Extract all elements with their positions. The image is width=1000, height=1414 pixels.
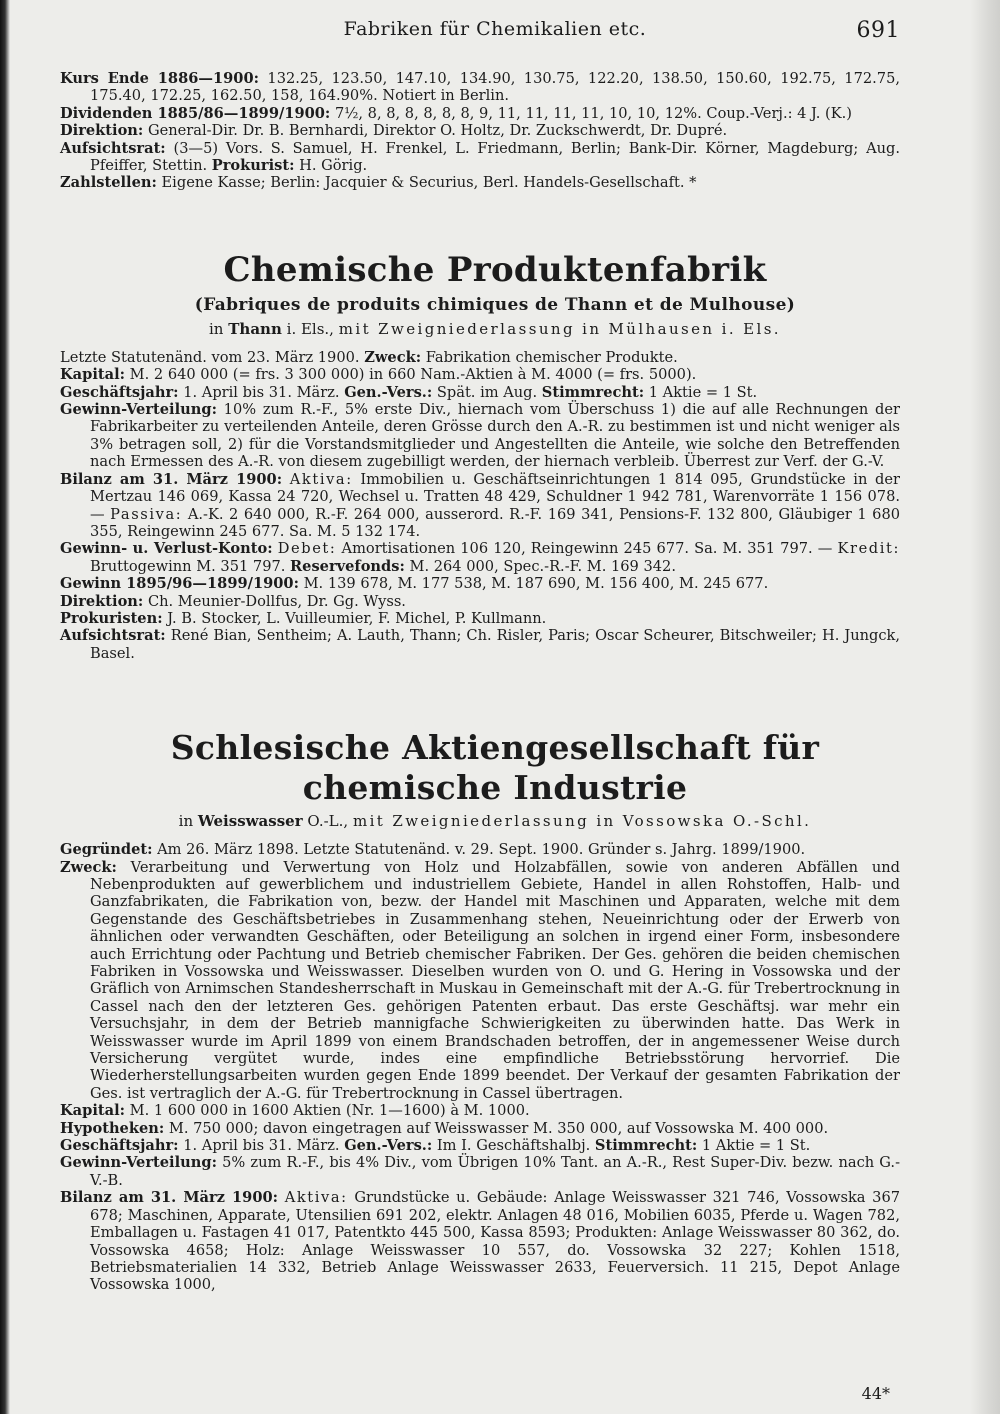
entry-bilanz	[60, 471, 900, 541]
entry-sublabel: Kredit:	[837, 540, 900, 558]
entry-aufsichtsrat	[60, 627, 900, 662]
entry-direktion	[60, 122, 900, 139]
entry-prokuristen	[60, 610, 900, 627]
entry-text: 10% zum R.-F., 5% erste Div., hiernach vom Überschuss 1) die auf alle Rechnungen der Fabrikarbeiter zu verteilenden Anteile, deren Grösse durch den A.-R. zu bestimmen ist und nicht weniger als 3% betragen soll, 2) für die Vorstandsmitglieder und Angestellten die Anteile, wie solche den Betreffenden nach Ermessen des A.-R. von diesem zugebilligt werden, der hiernach verbleib. Überrest zur Verf. der G.-V.	[90, 401, 900, 471]
company-location-weisswasser	[60, 811, 900, 831]
entry-label: Stimmrecht:	[594, 1137, 698, 1155]
location-rest: O.-L.,	[307, 812, 349, 831]
entry-text: 1. April bis 31. März.	[183, 383, 340, 401]
entry-text: H. Görig.	[299, 157, 368, 175]
entry-text: M. 264 000, Spec.-R.-F. M. 169 342.	[409, 557, 676, 575]
entry-label: Zweck:	[364, 348, 422, 366]
location-in: in	[209, 319, 224, 338]
page-number: 691	[856, 18, 900, 43]
running-title: Fabriken für Chemikalien etc.	[343, 18, 647, 40]
entry-text: 1 Aktie = 1 St.	[701, 1137, 811, 1155]
entry-label: Direktion:	[60, 122, 144, 140]
entry-label: Dividenden 1885/86—1899/1900:	[60, 104, 331, 122]
entry-text: (3—5) Vors. S. Samuel, H. Frenkel, L. Friedmann, Berlin; Bank-Dir. Körner, Magdeburg; Aug. Pfeiffer, Stettin.	[90, 139, 900, 175]
entry-text: Im I. Geschäftshalbj.	[436, 1137, 591, 1155]
entry-label: Geschäftsjahr:	[60, 1137, 179, 1155]
entry-label: Kurs Ende 1886—1900:	[60, 70, 259, 87]
company-location-thann	[60, 319, 900, 339]
entry-label: Direktion:	[60, 592, 144, 610]
entry-kapital	[60, 366, 900, 383]
entry-text: M. 139 678, M. 177 538, M. 187 690, M. 156 400, M. 245 677.	[303, 575, 769, 593]
entry-label: Prokuristen:	[60, 609, 163, 627]
entry-text: Bruttogewinn M. 351 797.	[90, 557, 286, 575]
entry-text: General-Dir. Dr. B. Bernhardi, Direktor O. Holtz, Dr. Zuckschwerdt, Dr. Dupré.	[147, 122, 728, 140]
entry-gewinn	[60, 575, 900, 592]
entry-text: Ch. Meunier-Dollfus, Dr. Gg. Wyss.	[147, 592, 406, 610]
entry-text: M. 750 000; davon eingetragen auf Weisswasser M. 350 000, auf Vossowska M. 400 000.	[168, 1119, 829, 1137]
entry-label: Gegründet:	[60, 841, 153, 859]
location-in: in	[178, 812, 194, 831]
entry-sublabel: Passiva:	[110, 505, 183, 523]
entry-label: Zweck:	[60, 858, 117, 876]
entry-gegruendet	[60, 841, 900, 858]
entry-label: Gewinn- u. Verlust-Konto:	[60, 540, 273, 558]
entry-statut	[60, 349, 900, 366]
entry-label: Kapital:	[60, 366, 126, 384]
entry-sublabel: Aktiva:	[284, 1189, 348, 1207]
location-place: Weisswasser	[197, 812, 303, 831]
entry-label: Prokurist:	[211, 157, 295, 175]
entry-label: Hypotheken:	[60, 1119, 165, 1137]
entry-dividenden	[60, 105, 900, 122]
entry-label: Aufsichtsrat:	[60, 627, 166, 645]
entry-text: 1 Aktie = 1 St.	[648, 383, 758, 401]
signature-mark: 44*	[861, 1384, 890, 1403]
running-head	[90, 18, 900, 46]
entry-text: Am 26. März 1898. Letzte Statutenänd. v. 29. Sept. 1900. Gründer s. Jahrg. 1899/1900.	[157, 841, 806, 859]
entry-text: 132.25, 123.50, 147.10, 134.90, 130.75, 122.20, 138.50, 150.60, 192.75, 172.75, 175.40, 172.25, 162.50, 158, 164.90%. Notiert in Berlin.	[90, 70, 901, 105]
entry-sublabel: Aktiva:	[289, 470, 353, 488]
entry-gewinnverteilung	[60, 1154, 900, 1189]
company-title-weisswasser: Schlesische Aktiengesellschaft für chemische Industrie	[170, 728, 820, 808]
entry-text: 5% zum R.-F., bis 4% Div., vom Übrigen 10% Tant. an A.-R., Rest Super-Div. bezw. nach G.-V.-B.	[90, 1154, 900, 1189]
entry-label: Gewinn-Verteilung:	[60, 1154, 217, 1172]
location-branch: mit Zweigniederlassung in Vossowska O.-Schl.	[352, 812, 812, 831]
entry-label: Gen.-Vers.:	[344, 1137, 433, 1155]
entry-direktion	[60, 593, 900, 610]
entry-text: J. B. Stocker, L. Vuilleumier, F. Michel, P. Kullmann.	[167, 609, 547, 627]
entry-aufsichtsrat	[60, 140, 900, 175]
entry-sublabel: Debet:	[277, 540, 337, 558]
entry-text: Grundstücke u. Gebäude: Anlage Weisswasser 321 746, Vossowska 367 678; Maschinen, Apparate, Utensilien 691 202, elektr. Anlagen 48 016, Mobilien 6035, Pferde u. Wagen 782, Emballagen u. Fastagen 41 017, Patentkto 445 500, Kassa 8593; Produkten: Anlage Weisswasser 80 362, do. Vossowska 4658; Holz: Anlage Weisswasser 10 557, do. Vossowska 32 227; Kohlen 1518, Betriebsmaterialien 14 332, Betrieb Anlage Weisswasser 2633, Feuerversich. 11 215, Depot Anlage Vossowska 1000,	[90, 1189, 901, 1294]
entry-text: Fabrikation chemischer Produkte.	[425, 348, 678, 366]
entry-text: Eigene Kasse; Berlin: Jacquier & Securius, Berl. Handels-Gesellschaft. *	[161, 174, 697, 192]
location-branch: mit Zweigniederlassung in Mülhausen i. Els.	[338, 319, 781, 338]
entry-text: Amortisationen 106 120, Reingewinn 245 677. Sa. M. 351 797. —	[341, 540, 833, 558]
entry-label: Kapital:	[60, 1102, 126, 1120]
entry-label: Geschäftsjahr:	[60, 383, 179, 401]
entry-guv	[60, 540, 900, 575]
location-place: Thann	[228, 319, 282, 338]
entry-label: Stimmrecht:	[541, 383, 645, 401]
company-title-thann: Chemische Produktenfabrik	[223, 249, 767, 290]
entry-text: M. 1 600 000 in 1600 Aktien (Nr. 1—1600) à M. 1000.	[129, 1102, 530, 1120]
entry-bilanz	[60, 1189, 900, 1293]
company-subtitle-thann: (Fabriques de produits chimiques de Thann et de Mulhouse)	[194, 294, 796, 315]
entry-text: Letzte Statutenänd. vom 23. März 1900.	[60, 348, 360, 366]
entry-text: A.-K. 2 640 000, R.-F. 264 000, ausserord. R.-F. 169 341, Pensions-F. 132 800, Gläubiger 1 680 355, Reingewinn 245 677. Sa. M. 5 132 174.	[90, 505, 901, 540]
entry-label: Zahlstellen:	[60, 174, 157, 192]
entry-hypotheken	[60, 1120, 900, 1137]
entry-text: M. 2 640 000 (= frs. 3 300 000) in 660 Nam.-Aktien à M. 4000 (= frs. 5000).	[129, 366, 697, 384]
entry-gewinnverteilung	[60, 401, 900, 471]
scan-left-edge	[0, 0, 10, 1414]
entry-label: Aufsichtsrat:	[60, 139, 166, 157]
entry-zahlstellen	[60, 174, 900, 191]
entry-label: Gewinn-Verteilung:	[60, 401, 217, 419]
page-content	[60, 70, 900, 1294]
location-rest: i. Els.,	[286, 319, 334, 338]
entry-label: Bilanz am 31. März 1900:	[60, 1189, 279, 1207]
entry-kapital	[60, 1102, 900, 1119]
entry-label: Gewinn 1895/96—1899/1900:	[60, 575, 299, 593]
entry-text: Verarbeitung und Verwertung von Holz und Holzabfällen, sowie von anderen Abfällen und Nebenprodukten auf gewerblichem und industriellem Gebiete, Handel in allen Rohstoffen, Halb- und Ganzfabrikaten, die Fabrikation von, bezw. der Handel mit Maschinen und Apparaten, welche mit dem Gegenstande des Geschäftsbetriebes in Zusammenhang stehen, Neueinrichtung oder der Erwerb von ähnlichen oder verwandten Geschäften, oder Beteiligung an solchen in irgend einer Form, insbesondere auch Errichtung oder Pachtung und Betrieb chemischer Fabriken. Der Ges. gehören die beiden chemischen Fabriken in Vossowska und Weisswasser. Dieselben wurden von O. und G. Hering in Vossowska und der Gräflich von Arnimschen Standesherrschaft in Muskau in Gemeinschaft mit der A.-G. für Trebertrocknung in Cassel nach den der letzteren Ges. gehörigen Patenten erbaut. Das erste Geschäftsj. war mehr ein Versuchsjahr, in dem der Betrieb mannigfache Schwierigkeiten zu überwinden hatte. Das Werk in Weisswasser wurde im April 1899 von einem Brandschaden betroffen, der in angemessener Weise durch Versicherung vergütet wurde, indes eine empfindliche Betriebsstörung hervorrief. Die Wiederherstellungsarbeiten wurden gegen Ende 1899 beendet. Der Verkauf der gesamten Fabrikation der Ges. ist vertraglich der A.-G. für Trebertrocknung in Cassel übertragen.	[90, 858, 900, 1102]
entry-geschaeftsjahr	[60, 1137, 900, 1154]
entry-kurs	[60, 70, 900, 105]
entry-text: Spät. im Aug.	[436, 383, 538, 401]
entry-text: Immobilien u. Geschäftseinrichtungen 1 814 095, Grundstücke in der Mertzau 146 069, Kassa 24 720, Wechsel u. Tratten 48 429, Schuldner 1 942 781, Warenvorräte 1 156 078. —	[90, 470, 900, 523]
entry-text: 7½, 8, 8, 8, 8, 8, 8, 9, 11, 11, 11, 11, 10, 10, 12%. Coup.-Verj.: 4 J. (K.)	[334, 104, 852, 122]
entry-text: 1. April bis 31. März.	[183, 1137, 340, 1155]
entry-label: Reservefonds:	[290, 557, 405, 575]
scan-right-edge	[970, 0, 1000, 1414]
entry-zweck	[60, 859, 900, 1103]
entry-geschaeftsjahr	[60, 384, 900, 401]
entry-text: René Bian, Sentheim; A. Lauth, Thann; Ch. Risler, Paris; Oscar Scheurer, Bitschweiler; H. Jungck, Basel.	[90, 627, 901, 662]
entry-label: Bilanz am 31. März 1900:	[60, 470, 283, 488]
entry-label: Gen.-Vers.:	[344, 383, 433, 401]
